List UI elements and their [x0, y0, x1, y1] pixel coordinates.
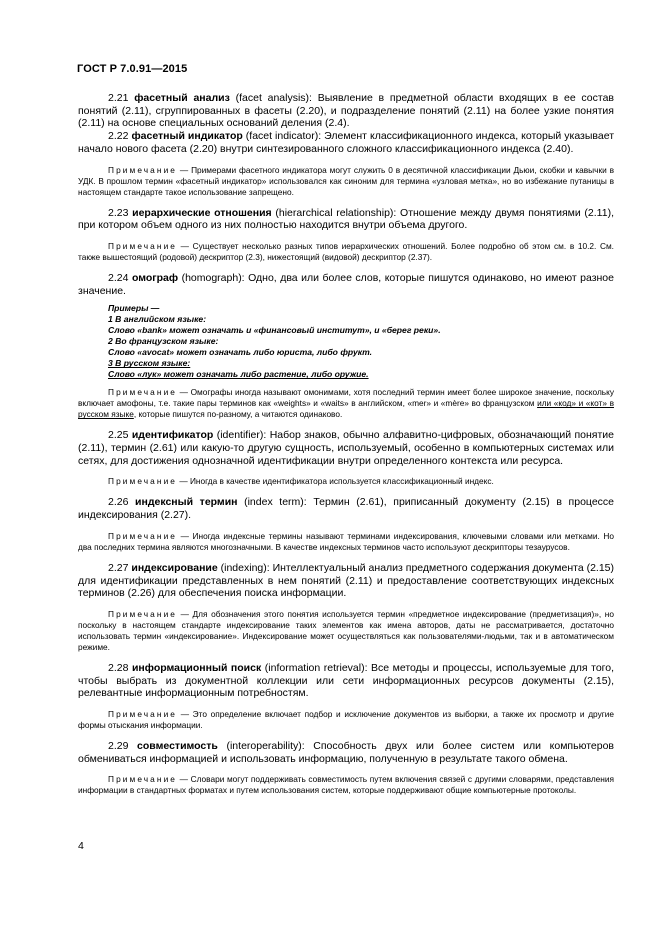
note-text: — Для обозначения этого понятия используется термин «предметное индексирование (предметизация)», но поскольку в настоящем стандарте индексирование таких элементов как имена авторов, даты не рассматривается, достаточно использовать термин «индексирование». Индексирование может осуществляться как пользователями-людьми, так и в автоматическом режиме. — [78, 608, 614, 652]
term-number: 2.21 — [108, 92, 129, 104]
term-number: 2.22 — [108, 130, 129, 143]
term-number: 2.29 — [108, 740, 129, 753]
example-line: 2 Во французском языке: — [108, 336, 219, 347]
note-text: — Иногда индексные термины называют терминами индексирования, ключевыми словами или метками. Но два последних термина являются многозначными. В качестве индексных терминов часто используют дескрипторы тезаурусов. — [78, 530, 614, 552]
note-label: Примечание — [108, 774, 178, 785]
note-text: , которые пишутся по-разному, а читаются одинаково. — [133, 409, 343, 420]
example-line: Слово «bank» может означать и «финансовый институт», и «берег реки». — [108, 325, 441, 336]
term-name: индексирование — [131, 561, 218, 574]
term-definition: (facet analysis): Выявление в предметной области входящих в ее состав понятий (2.11), сгруппированных в фасеты (2.20), и подразделение понятий (2.11) на более узкие понятия (2.11) на основе специальных оснований деления (2.4). — [78, 92, 614, 130]
note-text: — Это определение включает подбор и исключение документов из выборки, а также их просмотр и другие формы отыскания информации. — [78, 709, 614, 731]
term-number: 2.26 — [108, 496, 129, 509]
examples-block — [108, 303, 614, 380]
term-2-24 — [78, 272, 614, 297]
term-name: информационный поиск — [131, 661, 262, 674]
note-text: — Существует несколько разных типов иерархических отношений. Более подробно об этом см. в 10.2. См. также вышестоящий (родовой) дескриптор (2.3), нижестоящий (видовой) дескриптор (2.37). — [78, 240, 614, 262]
note-2-23 — [78, 241, 614, 263]
example-line: 1 В английском языке: — [108, 314, 207, 325]
term-definition: (facet indicator): Элемент классификационного индекса, который указывает начало нового фасета (2.20) внутри синтезированного сложного классификационного индекса (2.40). — [78, 130, 615, 155]
note-text: — Иногда в качестве идентификатора используется классификационный индекс. — [177, 476, 494, 487]
note-2-29 — [78, 774, 614, 796]
note-label: Примечание — [108, 240, 178, 251]
term-definition: (hierarchical relationship): Отношение между двумя понятиями (2.11), при котором объем одного из них полностью находится внутри объема другого. — [78, 206, 614, 232]
term-2-25 — [78, 429, 614, 467]
term-name: иерархические отношения — [132, 206, 272, 219]
note-text: — Омографы иногда называют омонимами, хотя последний термин имеет более широкое значение, поскольку включает амофоны, т.е. такие пары терминов как «weights» и «waits» в английском, «mer» и «mère» во французском — [78, 387, 614, 409]
example-line: 3 В русском языке: — [108, 358, 191, 369]
term-definition: (index term): Термин (2.61), приписанный документу (2.15) в процессе индексирования (2.27). — [78, 496, 614, 522]
term-number: 2.25 — [108, 429, 129, 442]
term-2-28 — [78, 662, 614, 700]
note-2-27 — [78, 609, 614, 653]
term-number: 2.28 — [108, 661, 129, 674]
note-label: Примечание — [108, 608, 178, 619]
term-number: 2.23 — [108, 206, 129, 219]
note-label: Примечание — [108, 709, 178, 720]
term-number: 2.27 — [108, 561, 129, 574]
term-2-27 — [78, 562, 614, 600]
term-2-22 — [78, 130, 614, 155]
note-2-26 — [78, 531, 614, 553]
term-2-26 — [78, 496, 614, 521]
term-name: совместимость — [137, 740, 218, 753]
term-2-21 — [78, 92, 614, 130]
note-2-24 — [78, 387, 614, 420]
note-label: Примечание — [108, 387, 178, 398]
term-definition: (homograph): Одно, два или более слов, которые пишутся одинаково, но имеют разное значение. — [78, 271, 614, 297]
note-label: Примечание — [108, 530, 178, 541]
term-name: фасетный анализ — [134, 92, 230, 104]
example-line: Слово «avocat» может означать либо юриста, либо фрукт. — [108, 347, 372, 358]
term-name: индексный термин — [135, 496, 238, 509]
example-line: Слово «лук» может означать либо растение, либо оружие. — [108, 369, 369, 380]
document-body — [78, 92, 614, 796]
examples-title: Примеры — — [108, 303, 160, 314]
page-number: 4 — [78, 840, 84, 852]
note-label: Примечание — [108, 164, 178, 175]
note-2-22 — [78, 165, 614, 198]
term-definition: (information retrieval): Все методы и процессы, используемые для того, чтобы выбрать из документной коллекции или сети информационных ресурсов документы (2.15), релевантные информационным потребностям. — [78, 661, 615, 700]
note-2-28 — [78, 709, 614, 731]
note-text: — Словари могут поддерживать совместимость путем включения связей с другими словарями, представления информации в стандартных форматах и путем использования систем, которые поддерживают общие компьютерные протоколы. — [78, 774, 614, 796]
term-definition: (indexing): Интеллектуальный анализ предметного содержания документа (2.15) для идентификации представленных в нем понятий (2.11) и предоставление соответствующих индексных терминов (2.26) для обеспечения поиска информации. — [78, 561, 615, 600]
term-2-23 — [78, 207, 614, 232]
term-definition: (identifier): Набор знаков, обычно алфавитно-цифровых, обозначающий понятие (2.11), термин (2.61) или какую-то другую сущность, используемый, особенно в компьютерных системах или сетях, для достижения однозначной идентификации внутри определенного контекста или ресурса. — [78, 429, 615, 467]
note-2-25 — [78, 476, 614, 487]
note-text: — Примерами фасетного индикатора могут служить 0 в десятичной классификации Дьюи, скобки и кавычки в УДК. В прошлом термин «фасетный индикатор» использовался как синоним для термина «узловая метка», но во избежание путаницы в настоящем стандарте такое использование запрещено. — [78, 164, 614, 197]
term-name: омограф — [131, 271, 179, 284]
term-definition: (interoperability): Способность двух или более систем или компьютеров обмениваться информацией и использовать информацию, полученную в результате такого обмена. — [78, 740, 614, 765]
term-2-29 — [78, 740, 614, 765]
note-text-underlined: или «код» и «кот» в русском языке — [78, 398, 614, 420]
document-header: ГОСТ Р 7.0.91—2015 — [77, 63, 188, 75]
note-label: Примечание — [108, 476, 178, 487]
term-name: фасетный индикатор — [131, 130, 243, 143]
term-number: 2.24 — [108, 271, 129, 284]
term-name: идентификатор — [131, 429, 214, 442]
